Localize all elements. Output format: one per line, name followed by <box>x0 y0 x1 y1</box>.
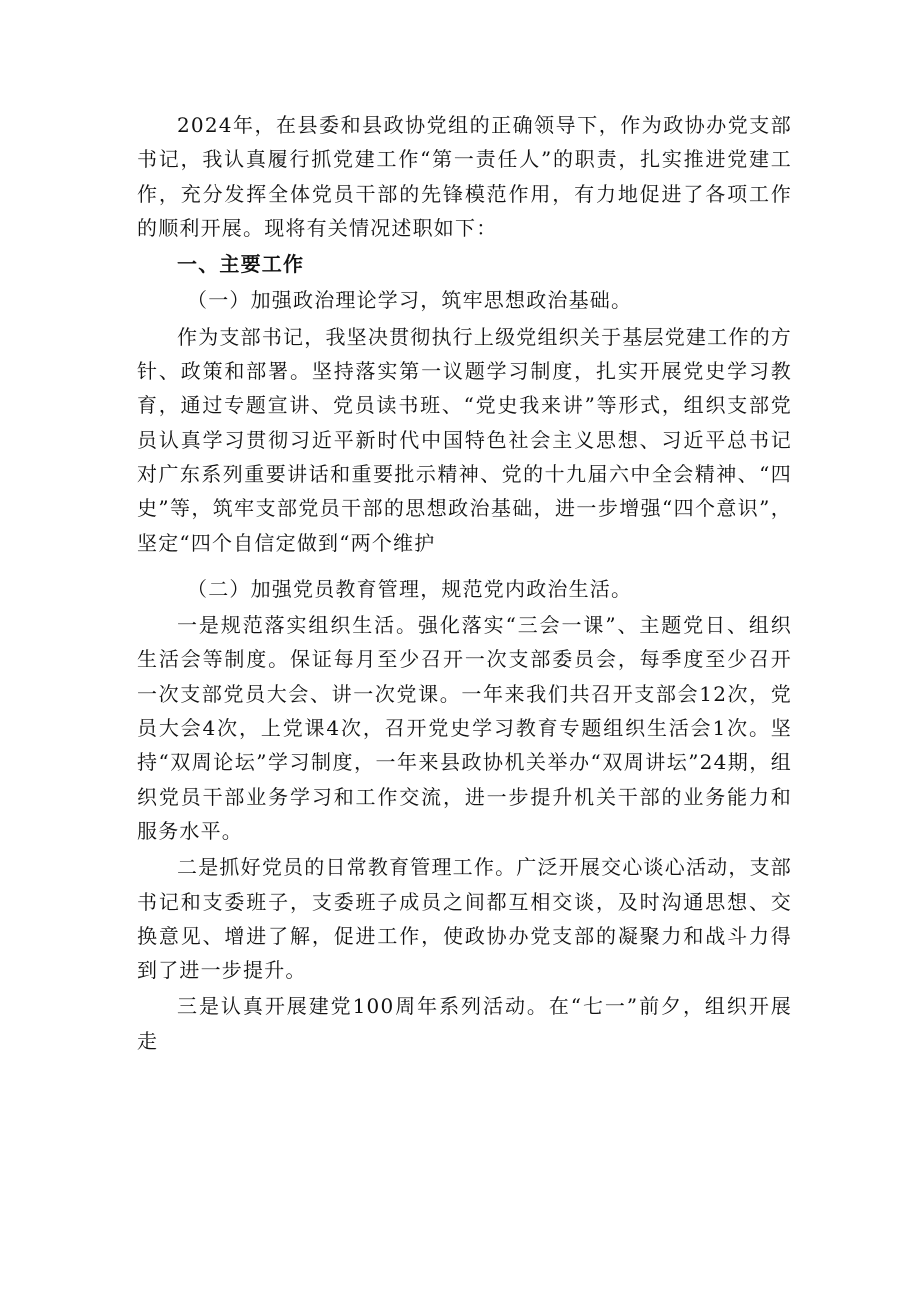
paragraph-political-study: 作为支部书记，我坚决贯彻执行上级党组织关于基层党建工作的方针、政策和部署。坚持落实第一议题学习制度，扎实开展党史学习教育，通过专题宣讲、党员读书班、“党史我来讲”等形式，组织支部党员认真学习贯彻习近平新时代中国特色社会主义思想、习近平总书记对广东系列重要讲话和重要批示精神、党的十九届六中全会精神、“四史”等，筑牢支部党员干部的思想政治基础，进一步增强“四个意识”，坚定“四个自信定做到“两个维护 <box>137 324 792 555</box>
paragraph-daily-education: 二是抓好党员的日常教育管理工作。广泛开展交心谈心活动，支部书记和支委班子，支委班子成员之间都互相交谈，及时沟通思想、交换意见、增进了解，促进工作，使政协办党支部的凝聚力和战斗力得到了进一步提升。 <box>137 855 792 983</box>
document-body <box>137 108 792 1058</box>
section-heading-main-work: 一、主要工作 <box>177 252 305 277</box>
paragraph-centenary-activities: 三是认真开展建党100周年系列活动。在“七一”前夕，组织开展走 <box>137 994 792 1053</box>
intro-paragraph: 2024年，在县委和县政协党组的正确领导下，作为政协办党支部书记，我认真履行抓党建工作“第一责任人”的职责，扎实推进党建工作，充分发挥全体党员干部的先锋模范作用，有力地促进了各项工作的顺利开展。现将有关情况述职如下： <box>137 113 792 240</box>
subsection-heading-political-study: （一）加强政治理论学习，筑牢思想政治基础。 <box>187 288 633 313</box>
paragraph-organization-life: 一是规范落实组织生活。强化落实“三会一课”、主题党日、组织生活会等制度。保证每月至少召开一次支部委员会，每季度至少召开一次支部党员大会、讲一次党课。一年来我们共召开支部会12次，党员大会4次，上党课4次，召开党史学习教育专题组织生活会1次。坚持“双周论坛”学习制度，一年来县政协机关举办“双周讲坛”24期，组织党员干部业务学习和工作交流，进一步提升机关干部的业务能力和服务水平。 <box>137 613 792 843</box>
subsection-heading-member-management: （二）加强党员教育管理，规范党内政治生活。 <box>187 576 633 601</box>
